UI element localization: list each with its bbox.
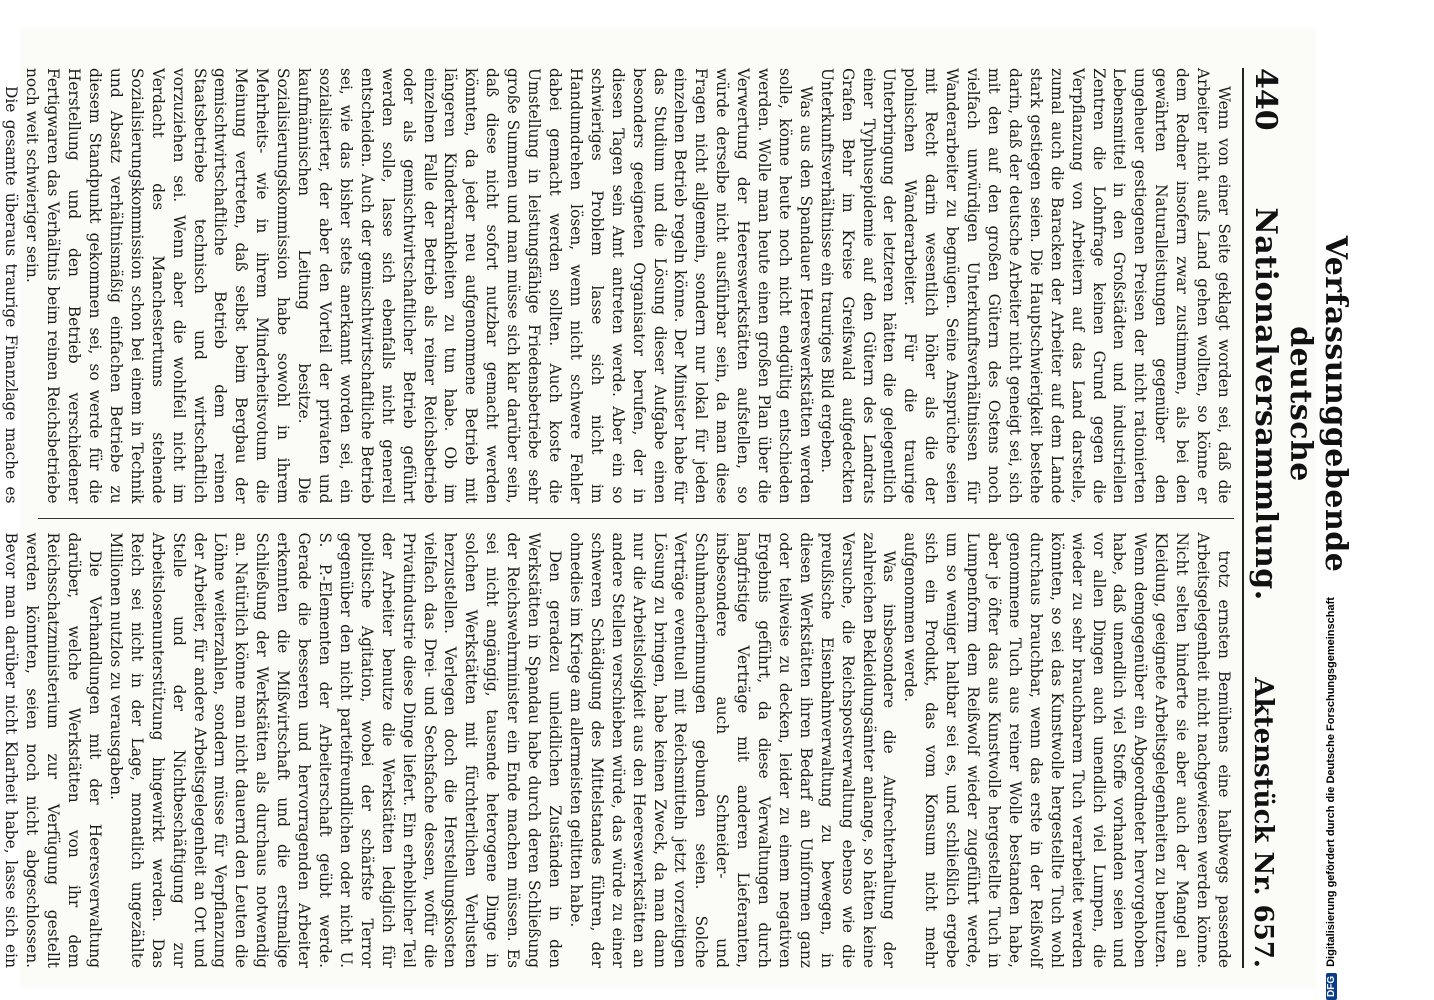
text-columns bbox=[2, 68, 1234, 968]
page-title: Verfassunggebende deutsche Nationalversammlung. bbox=[1248, 207, 1353, 601]
page-number: 440 bbox=[1248, 68, 1283, 131]
left-column bbox=[2, 68, 1234, 504]
paragraph: Den geradezu unleidlichen Zuständen in den Werkstätten in Spandau habe durch deren Schließung der Reichswehrminister ein Ende machen müssen. Es sei nicht angängig, tausende heterogene Dinge in solchen Werkstätten mit fürchterlichen Verlusten herzustellen. Verlegen doch die Herstellungskosten vielfach das Drei- und Sechsfache dessen, wofür die Privatindustrie diese Dinge liefert. Ein erheblicher Teil der Arbeiter benutze die Werkstätten lediglich für politische Agitation, wobei der schärfste Terror gegenüber den nicht parteifreundlichen oder nicht U. S. P.-Elementen der Arbeiterschaft geübt werde. Gerade die besseren und hervorragenden Arbeiter erkennten die Mißwirtschaft und die erstmalige Schließung der Werkstätten als durchaus notwendig an. Natürlich könne man nicht dauernd den Leuten die Löhne weiterzahlen, sondern müsse für Verpflanzung der Arbeiter, für andere Arbeitsgelegenheit an Ort und Stelle und der Nichtbeschäftigung zur Arbeitslosenunterstützung hingewirkt werden. Das Reich sei nicht in der Lage, monatlich ungezählte Millionen nutzlos zu verausgaben. bbox=[106, 532, 564, 968]
digitization-credit bbox=[1325, 597, 1337, 1000]
document-number: Aktenstück Nr. 657. bbox=[1248, 677, 1278, 968]
paragraph: Wenn von einer Seite geklagt worden sei, daß die Arbeiter nicht aufs Land gehen wollten, so könne er dem Redner insofern zwar zustimmen, als bei den gewährten Naturalleistungen gegenüber den ungeheuer gestiegenen Preisen der nicht rationierten Lebensmittel in den Großstädten und industriellen Zentren die Lohnfrage keinen Grund gegen die Verpflanzung von Arbeitern auf das Land darstelle, zumal auch die Baracken der Arbeiter auf dem Lande stark gestiegen seien. Die Hauptschwierigkeit bestehe darin, daß der deutsche Arbeiter nicht geneigt sei, sich mit den auf den großen Gütern des Ostens noch vielfach unwürdigen Unterkunftsverhältnissen für Wanderarbeiter zu begnügen. Seine Ansprüche seien mit Recht darin wesentlich höher als die der polnischen Wanderarbeiter. Für die traurige Unterbringung der letzteren hätten die gelegentlich einer Typhusepidemie auf den Gütern des Landrats Grafen Behr im Kreise Greifswald aufgedeckten Unterkunftsverhältnisse ein trauriges Bild ergeben. bbox=[817, 68, 1233, 504]
paragraph: trotz ernsten Bemühens eine halbwegs passende Arbeitsgelegenheit nicht nachgewiesen werden könne. Nicht selten hinderte sie aber auch der Mangel an Kleidung, geeignete Arbeitsgelegenheiten zu benutzen. Wenn demgegenüber ein Abgeordneter hervorgehoben habe, daß unendlich viel Stoffe vorhanden seien und vor allen Dingen auch unendlich viel Lumpen, die wieder zu sehr brauchbarem Tuch verarbeitet werden könnten, so sei das Kunstwolle hergestellte Tuch wohl durchaus brauchbar, wenn das erste in der Reißwolf genommene Tuch aus reiner Wolle bestanden habe, aber je öfter das aus Kunstwolle hergestellte Tuch in Lumpenform dem Reißwolf wieder zugeführt werde, um so weniger haltbar sei es, und schließlich ergebe sich ein Produkt, das vom Konsum nicht mehr aufgenommen werde. bbox=[901, 532, 1233, 968]
paragraph: Die Verhandlungen mit der Heeresverwaltung darüber, welche Werkstätten von ihr dem Reichsschatzministerium zur Verfügung gestellt werden könnten, seien noch nicht abgeschlossen. Bevor man darüber nicht Klarheit habe, lasse sich ein bbox=[2, 532, 105, 968]
credit-text: Digitalisierung gefördert durch die Deutsche Forschungsgemeinschaft bbox=[1325, 597, 1337, 967]
paragraph: Die gesamte überaus traurige Finanzlage mache es bbox=[2, 86, 21, 504]
header-rule bbox=[1242, 68, 1244, 968]
paragraph: Was aus den Spandauer Heereswerkstätten werden solle, könne heute noch nicht endgültig entschieden werden. Wolle man heute einen großen Plan über die Verwertung der Heereswerkstätten aufstellen, so würde derselbe nicht ausführbar sein, da man diese Fragen nicht allgemein, sondern nur lokal für jeden einzelnen Betrieb regeln könne. Der Minister habe für das Studium und die Lösung dieser Aufgabe einen besonders geeigneten Organisator berufen, der in diesen Tagen sein Amt antreten werde. Aber ein so schwieriges Problem lasse sich nicht im Handumdrehen lösen, wenn nicht schwere Fehler dabei gemacht werden sollten. Auch koste die Umstellung in leistungsfähige Friedensbetriebe sehr große Summen und man müsse sich klar darüber sein, daß diese nicht sofort nutzbar gemacht werden könnten, da jeder neu aufgenommene Betrieb mit längeren Kinderkrankheiten zu tun habe. Ob im einzelnen Falle der Betrieb als reiner Reichsbetrieb oder als gemischtwirtschaftlicher Betrieb geführt werden solle, lasse sich ebenfalls nicht generell entscheiden. Auch der gemischtwirtschaftliche Betrieb sei, wie das bisher stets anerkannt worden sei, ein sozialisierter, der aber den Vorteil der privaten und kaufmännischen Leitung besitze. Die Sozialisierungskommission habe sowohl in ihrem Mehrheits- wie in ihrem Minderheitsvotum die Meinung vertreten, daß selbst beim Bergbau der gemischtwirtschaftliche Betrieb dem reinen Staatsbetriebe technisch und wirtschaftlich vorzuziehen sei. Wenn aber die wohlfeil nicht im Verdacht des Manchestertums stehende Sozialisierungskommission schon bei einem in Technik und Absatz verhältnismäßig einfachen Betriebe zu diesem Standpunkt gekommen sei, so werde für die Herstellung und den Betrieb verschiedener Fertigwaren das Verhältnis beim reinen Reichsbetriebe noch weit schwieriger sein. bbox=[23, 68, 815, 504]
dfg-logo-icon: DFG bbox=[1326, 973, 1337, 1000]
column-divider bbox=[38, 518, 1234, 519]
right-column bbox=[2, 532, 1234, 969]
paragraph: Was insbesondere die Aufrechterhaltung der zahlreichen Bekleidungsämter anlange, so hätten keine Versuche, die Reichspostverwaltung ebenso wie die preußische Eisenbahnverwaltung zu bewegen, in diesen Werkstätten ihren Bedarf an Uniformen ganz oder teilweise zu decken, leider zu einem negativen Ergebnis geführt, da diese Verwaltungen durch langfristige Verträge mit anderen Lieferanten, insbesondere auch Schneider- und Schuhmacherinnungen gebunden seien. Solche Verträge eventuell mit Reichsmitteln jetzt vorzeitigen Lösung zu bringen, habe keinen Zweck, da man dann nur die Arbeitslosigkeit aus den Heereswerkstätten an andere Stellen verschieben würde, das würde zu einer schweren Schädigung des Mittelstandes führen, der ohnedies im Kriege am allermeisten gelitten habe. bbox=[566, 532, 899, 968]
